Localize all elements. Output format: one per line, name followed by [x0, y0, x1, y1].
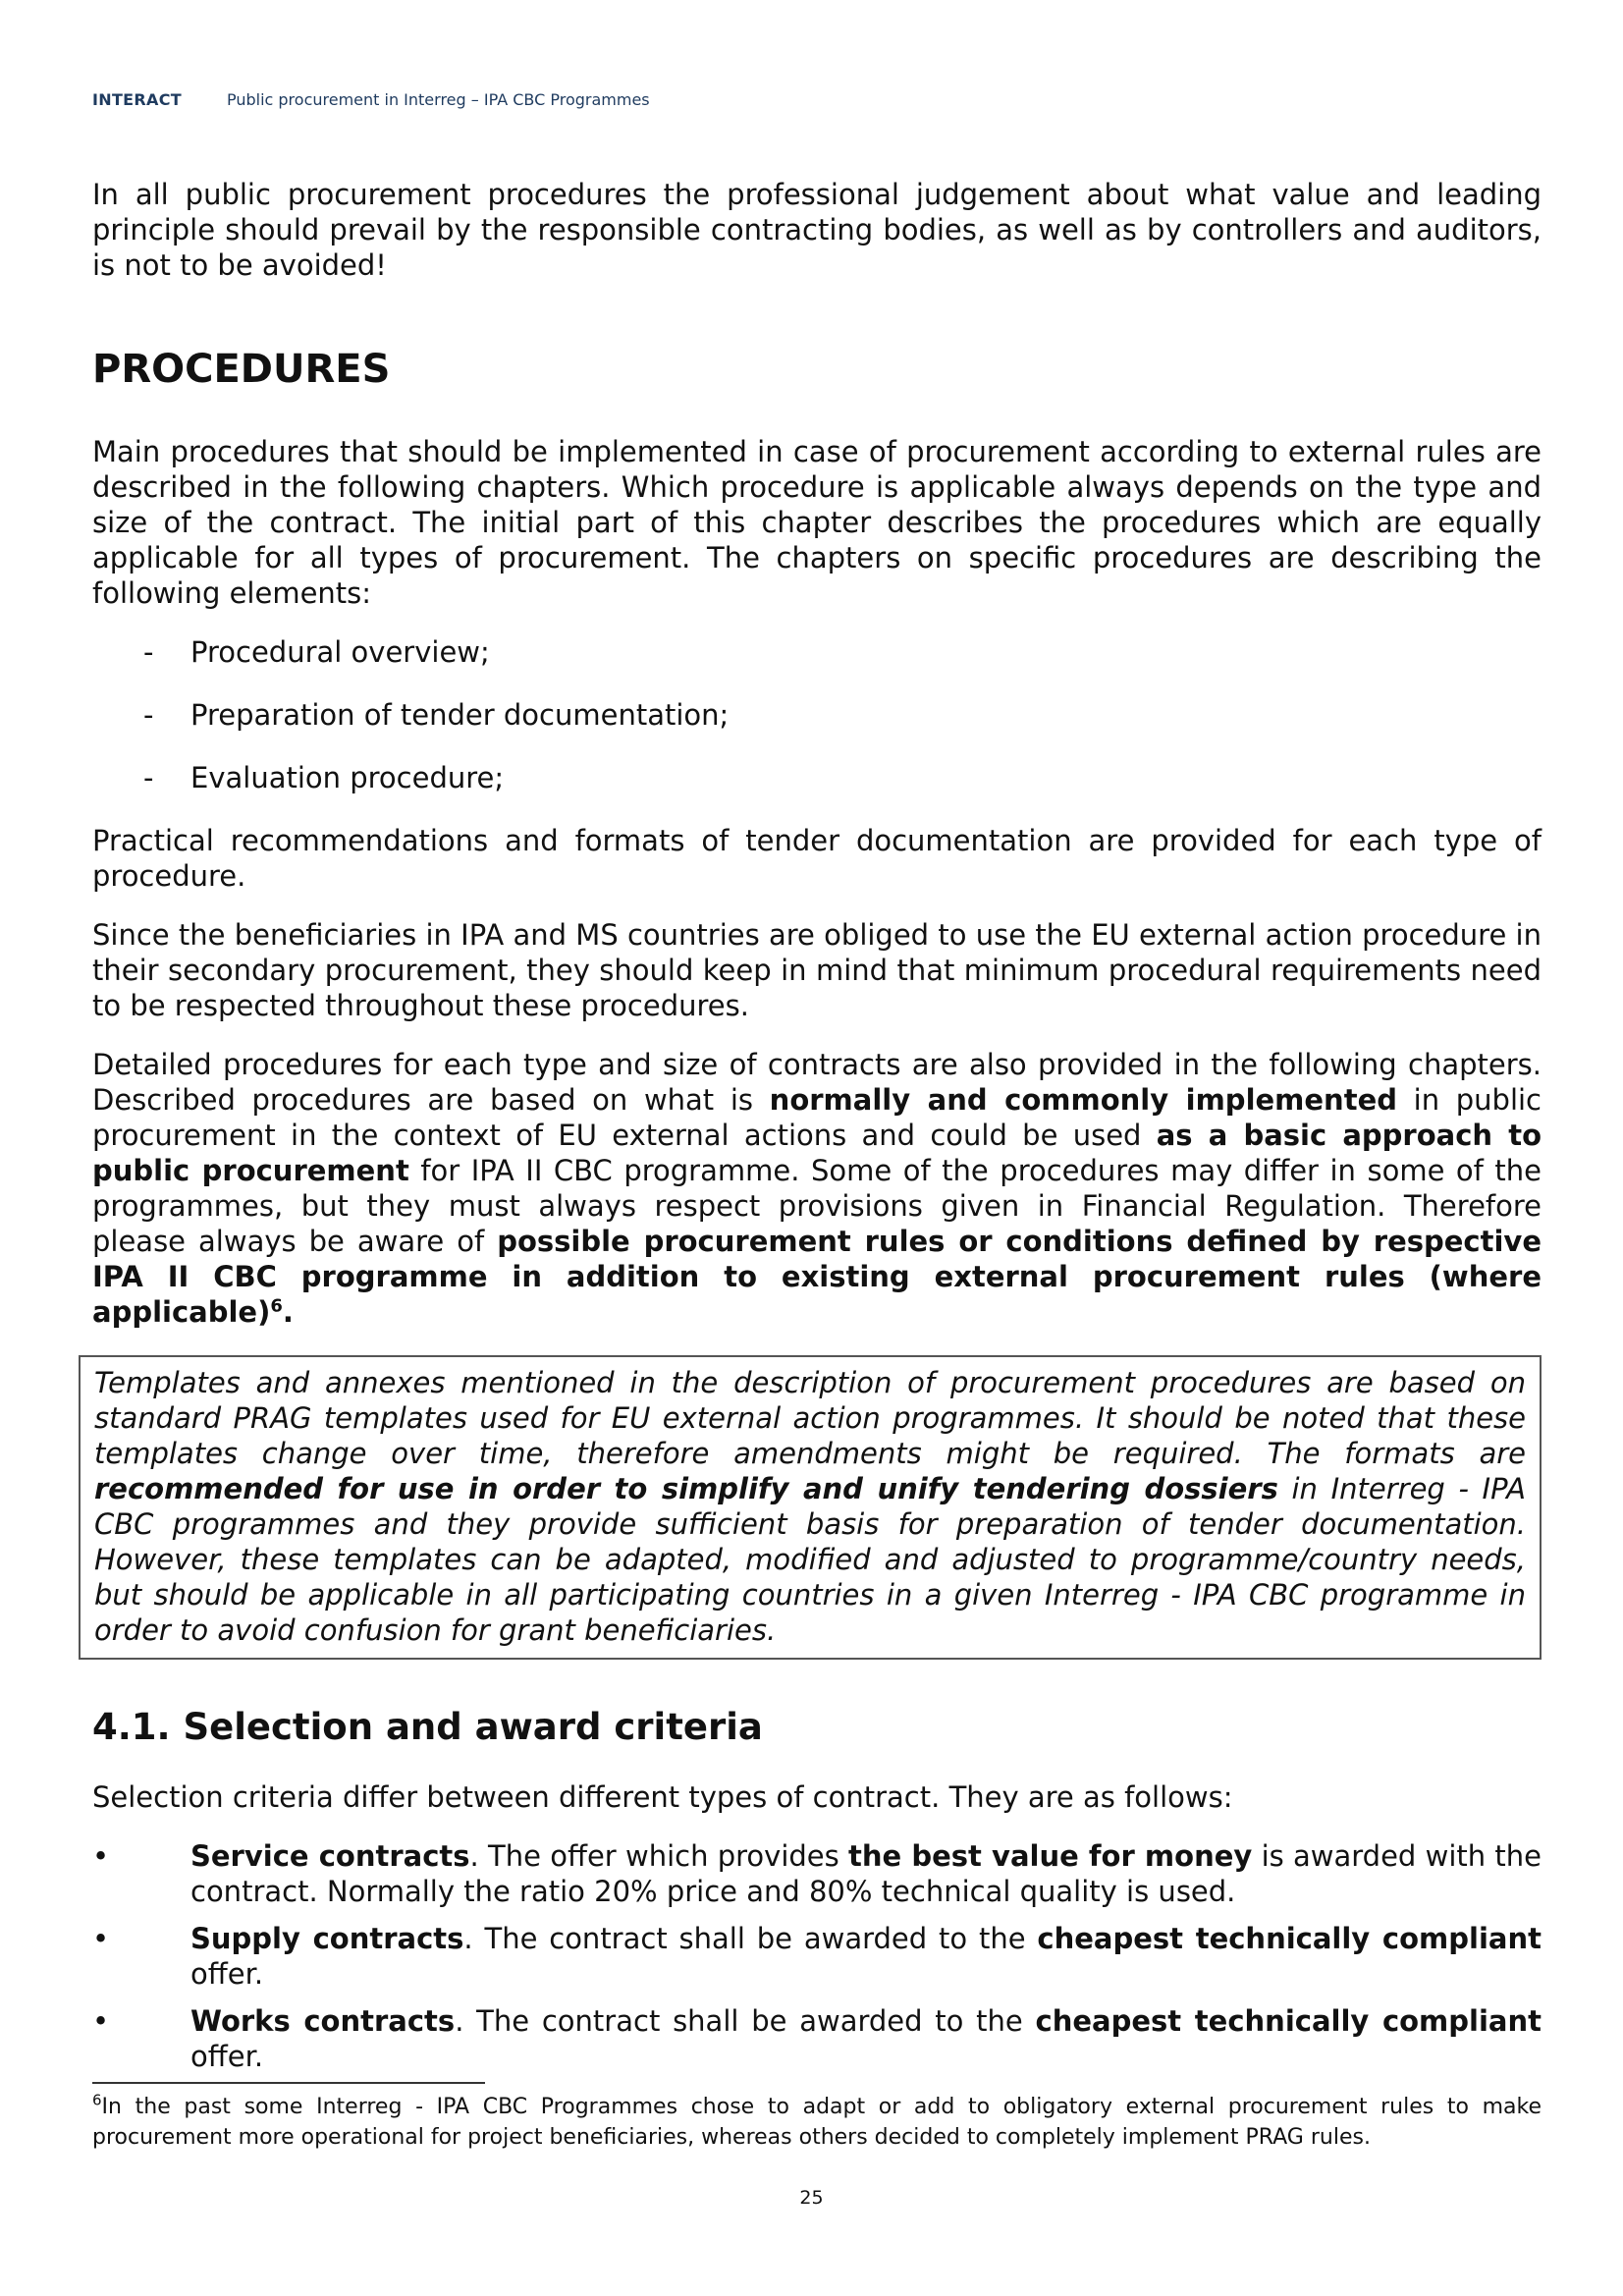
text-run: Templates and annexes mentioned in the description of procurement procedures are based on standard PRAG templates used for EU external action programmes. It should be noted that these templates change over time, therefore amendments might be required. The formats are	[94, 1366, 1526, 1470]
templates-note-box	[79, 1355, 1542, 1660]
criteria-list	[92, 1838, 1542, 2074]
bold-run: as a basic approach to public procurement	[92, 1119, 1542, 1187]
text-run: Detailed procedures for each type and size of contracts are also provided in the following chapters. Described procedures are based on what is	[92, 1048, 1542, 1117]
list-item	[92, 1921, 1542, 1992]
text-run: .	[282, 1295, 294, 1329]
bold-run: normally and commonly implemented	[769, 1083, 1397, 1117]
list-item-text: Evaluation procedure;	[190, 761, 505, 794]
footnote-separator	[92, 2082, 485, 2084]
text-run: in Interreg - IPA CBC programmes and they provide sufficient basis for preparation of tender documentation. However, these templates can be adapted, modified and adjusted to programme/country needs, but should be applicable in all participating countries in a given Interreg - IPA CBC programme in order to avoid confusion for grant beneficiaries.	[94, 1472, 1526, 1647]
procedures-paragraph-2: Practical recommendations and formats of tender documentation are provided for each type of procedure.	[92, 824, 1542, 893]
intro-paragraph: In all public procurement procedures the professional judgement about what value and leading principle should prevail by the responsible contracting bodies, as well as by controllers and auditors, is not to be avoided!	[92, 178, 1542, 282]
list-item	[92, 634, 1542, 670]
section-4-1-intro: Selection criteria differ between different types of contract. They are as follows:	[92, 1780, 1233, 1814]
procedures-paragraph-3: Since the beneficiaries in IPA and MS countries are obliged to use the EU external action procedure in their secondary procurement, they should keep in mind that minimum procedural requirements need to be respected throughout these procedures.	[92, 918, 1542, 1022]
list-item	[92, 1838, 1542, 1909]
header-title: Public procurement in Interreg – IPA CBC Programmes	[226, 90, 650, 109]
procedures-heading: PROCEDURES	[92, 347, 391, 392]
text-run: . The offer which provides	[469, 1839, 849, 1873]
bold-run: cheapest technically compliant	[1035, 2004, 1542, 2038]
text-run: in public procurement in the context of EU external actions and could be used	[92, 1083, 1542, 1152]
dash-marker: -	[143, 635, 154, 669]
header-org: INTERACT	[92, 90, 182, 109]
bullet-marker: •	[92, 1839, 110, 1873]
list-item	[92, 760, 1542, 795]
text-run: for IPA II CBC programme. Some of the procedures may differ in some of the programmes, but they must always respect provisions given in Financial Regulation. Therefore please always be aware of	[92, 1154, 1542, 1258]
list-item	[92, 697, 1542, 733]
bold-run: possible procurement rules or conditions defined by respective IPA II CBC programme in addition to existing external procurement rules (where applicable)	[92, 1225, 1542, 1329]
bullet-marker: •	[92, 2004, 110, 2038]
bold-run: the best value for money	[848, 1839, 1253, 1873]
text-run: offer.	[190, 2040, 264, 2073]
list-item-text: Procedural overview;	[190, 635, 490, 669]
text-run: offer.	[190, 1957, 264, 1991]
bold-run: Works contracts	[190, 2004, 456, 2038]
dash-marker: -	[143, 698, 154, 732]
page-number: 25	[799, 2187, 824, 2209]
text-run: is awarded with the contract. Normally the ratio 20% price and 80% technical quality is used.	[190, 1839, 1542, 1908]
list-item	[92, 2003, 1542, 2074]
page-content	[92, 177, 1542, 2086]
bold-run: cheapest technically compliant	[1037, 1922, 1542, 1955]
text-run: . The contract shall be awarded to the	[463, 1922, 1038, 1955]
procedures-paragraph-4	[92, 1047, 1542, 1330]
list-item-text: Preparation of tender documentation;	[190, 698, 730, 732]
footnote-text: In the past some Interreg - IPA CBC Programmes chose to adapt or add to obligatory external procurement rules to make procurement more operational for project beneficiaries, whereas others decided to completely implement PRAG rules.	[92, 2095, 1542, 2150]
bold-run: Service contracts	[190, 1839, 470, 1873]
footnote-number: 6	[92, 2091, 102, 2109]
text-run: . The contract shall be awarded to the	[455, 2004, 1036, 2038]
bold-run: Supply contracts	[190, 1922, 464, 1955]
section-4-1-heading: 4.1. Selection and award criteria	[92, 1706, 763, 1748]
footnote	[92, 2092, 1542, 2153]
bold-run: recommended for use in order to simplify and unify tendering dossiers	[94, 1472, 1278, 1505]
procedures-paragraph-1: Main procedures that should be implemented in case of procurement according to external rules are described in the following chapters. Which procedure is applicable always depends on the type and size of the contract. The initial part of this chapter describes the procedures which are equally applicable for all types of procurement. The chapters on specific procedures are describing the following elements:	[92, 435, 1542, 610]
footnote-reference[interactable]: 6	[270, 1295, 283, 1317]
procedures-element-list	[92, 634, 1542, 795]
bullet-marker: •	[92, 1922, 110, 1955]
page-header	[92, 90, 650, 109]
dash-marker: -	[143, 761, 154, 794]
